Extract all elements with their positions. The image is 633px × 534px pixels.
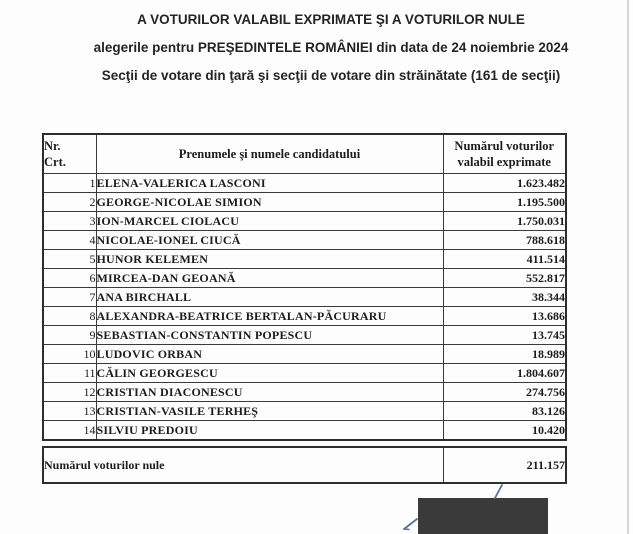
table-row — [43, 307, 566, 326]
table-header-row — [43, 134, 566, 174]
vote-count: 1.623.482 — [443, 174, 566, 193]
pen-arrow-icon — [400, 516, 420, 534]
null-votes-value: 211.157 — [443, 447, 566, 483]
redaction-box — [418, 498, 548, 534]
table-row — [43, 383, 566, 402]
vote-count: 788.618 — [443, 231, 566, 250]
candidate-name: SILVIU PREDOIU — [96, 421, 443, 441]
null-votes-table — [42, 446, 567, 484]
table-row — [43, 212, 566, 231]
col-header-candidate: Prenumele şi numele candidatului — [96, 134, 443, 174]
row-number: 6 — [43, 269, 96, 288]
candidate-name: MIRCEA-DAN GEOANĂ — [96, 269, 443, 288]
row-number: 7 — [43, 288, 96, 307]
table-row — [43, 421, 566, 441]
candidate-name: ALEXANDRA-BEATRICE BERTALAN-PĂCURARU — [96, 307, 443, 326]
candidate-name: ELENA-VALERICA LASCONI — [96, 174, 443, 193]
candidate-name: SEBASTIAN-CONSTANTIN POPESCU — [96, 326, 443, 345]
vote-count: 1.804.607 — [443, 364, 566, 383]
candidate-name: ANA BIRCHALL — [96, 288, 443, 307]
candidate-name: CĂLIN GEORGESCU — [96, 364, 443, 383]
row-number: 13 — [43, 402, 96, 421]
vote-count: 38.344 — [443, 288, 566, 307]
table-row — [43, 288, 566, 307]
vote-count: 274.756 — [443, 383, 566, 402]
row-number: 12 — [43, 383, 96, 402]
row-number: 10 — [43, 345, 96, 364]
header-line-3: Secţii de votare din ţară şi secţii de votare din străinătate (161 de secţii) — [101, 68, 561, 83]
row-number: 14 — [43, 421, 96, 441]
vote-count: 18.989 — [443, 345, 566, 364]
row-number: 9 — [43, 326, 96, 345]
table-row — [43, 269, 566, 288]
candidate-name: LUDOVIC ORBAN — [96, 345, 443, 364]
table-row — [43, 231, 566, 250]
vote-count: 10.420 — [443, 421, 566, 441]
vote-count: 13.745 — [443, 326, 566, 345]
vote-count: 1.750.031 — [443, 212, 566, 231]
col-header-votes — [443, 134, 566, 174]
table-row — [43, 193, 566, 212]
candidate-name: ION-MARCEL CIOLACU — [96, 212, 443, 231]
row-number: 1 — [43, 174, 96, 193]
candidate-name: NICOLAE-IONEL CIUCĂ — [96, 231, 443, 250]
vote-count: 13.686 — [443, 307, 566, 326]
row-number: 5 — [43, 250, 96, 269]
candidate-name: CRISTIAN-VASILE TERHEŞ — [96, 402, 443, 421]
candidate-name: CRISTIAN DIACONESCU — [96, 383, 443, 402]
header-line-1: A VOTURILOR VALABIL EXPRIMATE ŞI A VOTURILOR NULE — [137, 12, 525, 27]
table-row — [43, 174, 566, 193]
null-votes-label: Numărul voturilor nule — [43, 447, 443, 483]
header-line-2: alegerile pentru PREŞEDINTELE ROMÂNIEI din data de 24 noiembrie 2024 — [93, 40, 569, 55]
document-header — [36, 6, 626, 90]
null-votes-row — [43, 447, 566, 483]
candidate-name: GEORGE-NICOLAE SIMION — [96, 193, 443, 212]
col-header-nr-line1: Nr. — [44, 139, 61, 153]
col-header-nr — [43, 134, 96, 174]
vote-count: 1.195.500 — [443, 193, 566, 212]
vote-count: 552.817 — [443, 269, 566, 288]
vote-count: 83.126 — [443, 402, 566, 421]
col-header-nr-line2: Crt. — [44, 155, 66, 169]
col-header-votes-line1: Numărul voturilor — [454, 139, 555, 153]
row-number: 11 — [43, 364, 96, 383]
table-row — [43, 250, 566, 269]
table-row — [43, 364, 566, 383]
row-number: 8 — [43, 307, 96, 326]
row-number: 4 — [43, 231, 96, 250]
row-number: 3 — [43, 212, 96, 231]
table-row — [43, 345, 566, 364]
vote-count: 411.514 — [443, 250, 566, 269]
scan-page-edge — [627, 0, 629, 534]
col-header-votes-line2: valabil exprimate — [457, 155, 551, 169]
candidate-name: HUNOR KELEMEN — [96, 250, 443, 269]
results-table — [42, 133, 567, 441]
pen-mark-icon — [491, 484, 505, 500]
table-row — [43, 326, 566, 345]
row-number: 2 — [43, 193, 96, 212]
table-row — [43, 402, 566, 421]
